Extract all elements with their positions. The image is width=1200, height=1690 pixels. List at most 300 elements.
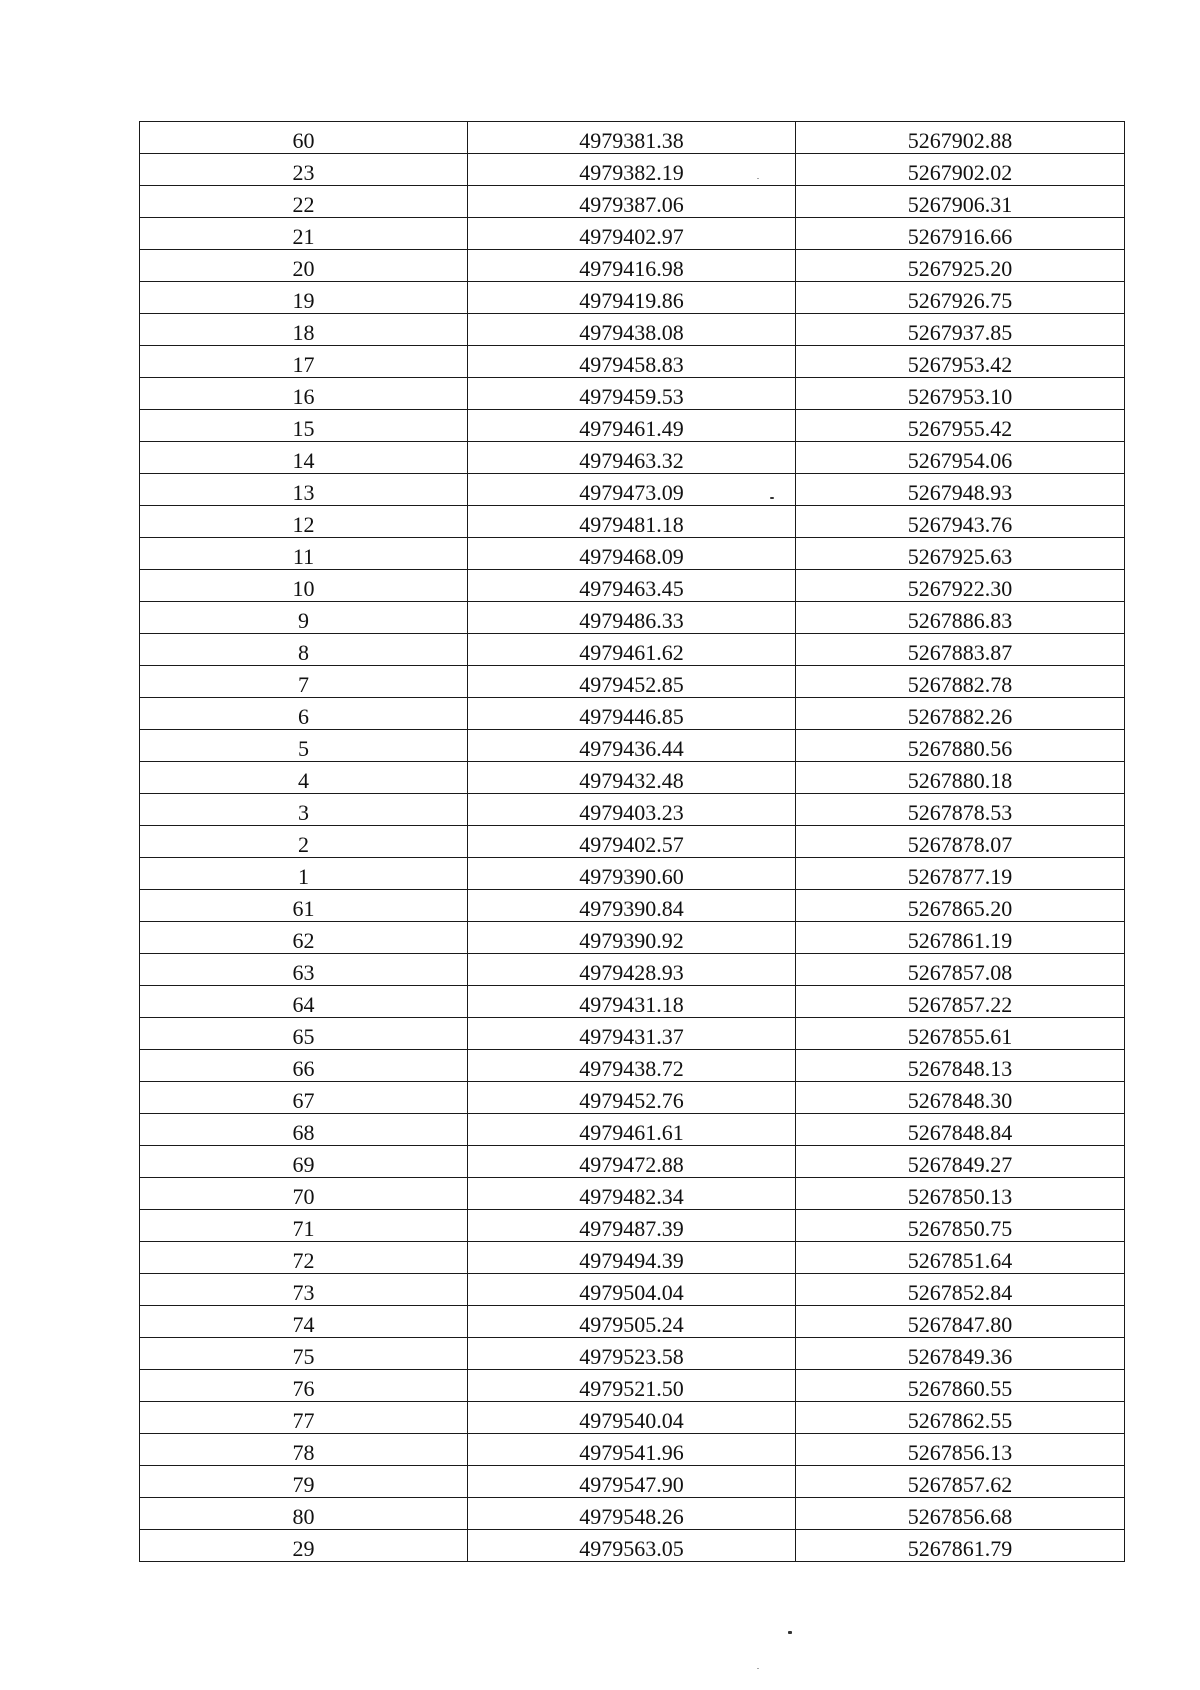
y-coordinate-cell — [796, 794, 1125, 826]
x-coordinate-cell — [468, 314, 796, 346]
x-coordinate-cell — [468, 1146, 796, 1178]
point-number-cell — [140, 858, 468, 890]
y-coordinate-cell — [796, 826, 1125, 858]
y-coordinate-cell — [796, 602, 1125, 634]
y-coordinate-value: 5267916.66 — [907, 224, 1013, 249]
point-number-value: 11 — [292, 544, 315, 569]
x-coordinate-value: 4979402.97 — [579, 224, 684, 249]
x-coordinate-cell — [468, 1498, 796, 1530]
table-row — [140, 1114, 1125, 1146]
y-coordinate-cell — [796, 1274, 1125, 1306]
y-coordinate-value: 5267849.36 — [907, 1344, 1013, 1369]
x-coordinate-cell — [468, 570, 796, 602]
x-coordinate-value: 4979547.90 — [579, 1472, 684, 1497]
x-coordinate-value: 4979505.24 — [579, 1312, 684, 1337]
point-number-cell — [140, 1018, 468, 1050]
x-coordinate-value: 4979419.86 — [579, 288, 684, 313]
y-coordinate-cell — [796, 1114, 1125, 1146]
y-coordinate-value: 5267850.75 — [907, 1216, 1013, 1241]
x-coordinate-cell — [468, 1338, 796, 1370]
table-row — [140, 506, 1125, 538]
point-number-cell — [140, 1370, 468, 1402]
coordinates-table — [139, 121, 1125, 1562]
point-number-value: 16 — [292, 384, 315, 409]
point-number-cell — [140, 666, 468, 698]
point-number-value: 77 — [292, 1408, 315, 1433]
point-number-cell — [140, 218, 468, 250]
point-number-value: 4 — [298, 768, 309, 793]
x-coordinate-cell — [468, 730, 796, 762]
table-row — [140, 858, 1125, 890]
table-row — [140, 1338, 1125, 1370]
table-row — [140, 570, 1125, 602]
point-number-value: 67 — [292, 1088, 315, 1113]
x-coordinate-cell — [468, 890, 796, 922]
x-coordinate-value: 4979473.09 — [579, 480, 684, 505]
table-row — [140, 1370, 1125, 1402]
x-coordinate-value: 4979463.45 — [579, 576, 684, 601]
point-number-value: 23 — [292, 160, 315, 185]
point-number-cell — [140, 346, 468, 378]
x-coordinate-value: 4979523.58 — [579, 1344, 684, 1369]
scan-speck — [757, 1668, 759, 1669]
y-coordinate-cell — [796, 1370, 1125, 1402]
y-coordinate-value: 5267902.88 — [907, 128, 1013, 153]
x-coordinate-cell — [468, 506, 796, 538]
point-number-value: 69 — [292, 1152, 315, 1177]
x-coordinate-cell — [468, 1114, 796, 1146]
y-coordinate-value: 5267848.13 — [907, 1056, 1013, 1081]
x-coordinate-cell — [468, 826, 796, 858]
y-coordinate-value: 5267954.06 — [907, 448, 1013, 473]
point-number-value: 71 — [292, 1216, 315, 1241]
point-number-cell — [140, 762, 468, 794]
x-coordinate-value: 4979482.34 — [579, 1184, 684, 1209]
table-row — [140, 1210, 1125, 1242]
y-coordinate-value: 5267856.68 — [907, 1504, 1013, 1529]
point-number-cell — [140, 442, 468, 474]
y-coordinate-cell — [796, 122, 1125, 154]
point-number-cell — [140, 826, 468, 858]
point-number-value: 12 — [292, 512, 315, 537]
y-coordinate-value: 5267856.13 — [907, 1440, 1013, 1465]
table-row — [140, 762, 1125, 794]
point-number-cell — [140, 570, 468, 602]
point-number-value: 15 — [292, 416, 315, 441]
y-coordinate-value: 5267860.55 — [907, 1376, 1013, 1401]
table-row — [140, 314, 1125, 346]
x-coordinate-value: 4979521.50 — [579, 1376, 684, 1401]
scan-speck — [788, 1631, 792, 1634]
x-coordinate-value: 4979438.08 — [579, 320, 684, 345]
y-coordinate-value: 5267857.22 — [907, 992, 1013, 1017]
y-coordinate-value: 5267852.84 — [907, 1280, 1013, 1305]
point-number-cell — [140, 506, 468, 538]
x-coordinate-cell — [468, 1082, 796, 1114]
point-number-cell — [140, 634, 468, 666]
x-coordinate-value: 4979548.26 — [579, 1504, 684, 1529]
x-coordinate-cell — [468, 282, 796, 314]
point-number-cell — [140, 1402, 468, 1434]
y-coordinate-cell — [796, 1338, 1125, 1370]
x-coordinate-value: 4979452.76 — [579, 1088, 684, 1113]
point-number-cell — [140, 474, 468, 506]
x-coordinate-value: 4979461.61 — [579, 1120, 684, 1145]
point-number-value: 14 — [292, 448, 315, 473]
table-row — [140, 602, 1125, 634]
table-row — [140, 1178, 1125, 1210]
y-coordinate-value: 5267857.62 — [907, 1472, 1013, 1497]
y-coordinate-value: 5267857.08 — [907, 960, 1013, 985]
point-number-cell — [140, 1242, 468, 1274]
point-number-cell — [140, 1050, 468, 1082]
x-coordinate-cell — [468, 1434, 796, 1466]
scan-speck — [757, 178, 759, 179]
x-coordinate-value: 4979390.92 — [579, 928, 684, 953]
y-coordinate-value: 5267848.84 — [907, 1120, 1013, 1145]
x-coordinate-value: 4979403.23 — [579, 800, 684, 825]
table-row — [140, 218, 1125, 250]
point-number-value: 79 — [292, 1472, 315, 1497]
y-coordinate-value: 5267882.78 — [907, 672, 1013, 697]
point-number-cell — [140, 730, 468, 762]
x-coordinate-cell — [468, 474, 796, 506]
x-coordinate-cell — [468, 1050, 796, 1082]
table-row — [140, 954, 1125, 986]
point-number-cell — [140, 1146, 468, 1178]
y-coordinate-cell — [796, 698, 1125, 730]
x-coordinate-value: 4979402.57 — [579, 832, 684, 857]
point-number-cell — [140, 250, 468, 282]
point-number-value: 18 — [292, 320, 315, 345]
y-coordinate-value: 5267882.26 — [907, 704, 1013, 729]
x-coordinate-value: 4979438.72 — [579, 1056, 684, 1081]
x-coordinate-value: 4979472.88 — [579, 1152, 684, 1177]
point-number-value: 78 — [292, 1440, 315, 1465]
table-row — [140, 1466, 1125, 1498]
x-coordinate-cell — [468, 1178, 796, 1210]
x-coordinate-value: 4979504.04 — [579, 1280, 684, 1305]
table-row — [140, 890, 1125, 922]
point-number-cell — [140, 282, 468, 314]
y-coordinate-value: 5267878.53 — [907, 800, 1013, 825]
y-coordinate-cell — [796, 666, 1125, 698]
x-coordinate-value: 4979381.38 — [579, 128, 684, 153]
point-number-value: 9 — [298, 608, 309, 633]
point-number-value: 13 — [292, 480, 315, 505]
x-coordinate-value: 4979431.18 — [579, 992, 684, 1017]
y-coordinate-cell — [796, 282, 1125, 314]
y-coordinate-cell — [796, 570, 1125, 602]
x-coordinate-value: 4979390.60 — [579, 864, 684, 889]
y-coordinate-cell — [796, 954, 1125, 986]
table-row — [140, 346, 1125, 378]
x-coordinate-value: 4979459.53 — [579, 384, 684, 409]
y-coordinate-cell — [796, 858, 1125, 890]
y-coordinate-cell — [796, 154, 1125, 186]
point-number-value: 20 — [292, 256, 315, 281]
x-coordinate-cell — [468, 1274, 796, 1306]
y-coordinate-cell — [796, 314, 1125, 346]
table-row — [140, 1082, 1125, 1114]
y-coordinate-value: 5267849.27 — [907, 1152, 1013, 1177]
x-coordinate-cell — [468, 634, 796, 666]
x-coordinate-cell — [468, 1466, 796, 1498]
y-coordinate-value: 5267955.42 — [907, 416, 1013, 441]
table-row — [140, 1498, 1125, 1530]
x-coordinate-cell — [468, 986, 796, 1018]
table-row — [140, 474, 1125, 506]
y-coordinate-cell — [796, 474, 1125, 506]
point-number-value: 80 — [292, 1504, 315, 1529]
y-coordinate-cell — [796, 346, 1125, 378]
x-coordinate-cell — [468, 1370, 796, 1402]
x-coordinate-cell — [468, 698, 796, 730]
point-number-cell — [140, 890, 468, 922]
y-coordinate-value: 5267847.80 — [907, 1312, 1013, 1337]
point-number-value: 5 — [298, 736, 309, 761]
y-coordinate-cell — [796, 378, 1125, 410]
point-number-cell — [140, 1274, 468, 1306]
point-number-cell — [140, 1178, 468, 1210]
x-coordinate-cell — [468, 954, 796, 986]
point-number-cell — [140, 378, 468, 410]
point-number-value: 6 — [298, 704, 309, 729]
point-number-value: 68 — [292, 1120, 315, 1145]
table-row — [140, 698, 1125, 730]
x-coordinate-cell — [468, 218, 796, 250]
y-coordinate-cell — [796, 1530, 1125, 1562]
point-number-cell — [140, 1498, 468, 1530]
table-row — [140, 1274, 1125, 1306]
x-coordinate-value: 4979390.84 — [579, 896, 684, 921]
y-coordinate-cell — [796, 1210, 1125, 1242]
table-row — [140, 1530, 1125, 1562]
point-number-cell — [140, 154, 468, 186]
table-row — [140, 1434, 1125, 1466]
x-coordinate-cell — [468, 922, 796, 954]
y-coordinate-value: 5267861.79 — [907, 1536, 1013, 1561]
table-row — [140, 250, 1125, 282]
y-coordinate-value: 5267953.10 — [907, 384, 1013, 409]
point-number-value: 65 — [292, 1024, 315, 1049]
table-row — [140, 282, 1125, 314]
x-coordinate-value: 4979458.83 — [579, 352, 684, 377]
x-coordinate-value: 4979563.05 — [579, 1536, 684, 1561]
y-coordinate-cell — [796, 1434, 1125, 1466]
y-coordinate-cell — [796, 730, 1125, 762]
x-coordinate-cell — [468, 1242, 796, 1274]
point-number-value: 64 — [292, 992, 315, 1017]
y-coordinate-cell — [796, 1018, 1125, 1050]
table-row — [140, 1146, 1125, 1178]
y-coordinate-cell — [796, 1050, 1125, 1082]
table-row — [140, 826, 1125, 858]
y-coordinate-value: 5267862.55 — [907, 1408, 1013, 1433]
coordinates-table-body — [140, 122, 1125, 1562]
point-number-value: 3 — [298, 800, 309, 825]
table-row — [140, 1306, 1125, 1338]
x-coordinate-value: 4979428.93 — [579, 960, 684, 985]
scan-speck — [770, 497, 774, 499]
point-number-value: 8 — [298, 640, 309, 665]
y-coordinate-value: 5267851.64 — [907, 1248, 1013, 1273]
y-coordinate-cell — [796, 218, 1125, 250]
point-number-cell — [140, 1210, 468, 1242]
y-coordinate-value: 5267906.31 — [907, 192, 1013, 217]
point-number-value: 70 — [292, 1184, 315, 1209]
y-coordinate-cell — [796, 1146, 1125, 1178]
table-row — [140, 730, 1125, 762]
y-coordinate-value: 5267886.83 — [907, 608, 1013, 633]
point-number-cell — [140, 1082, 468, 1114]
x-coordinate-value: 4979541.96 — [579, 1440, 684, 1465]
point-number-value: 66 — [292, 1056, 315, 1081]
x-coordinate-value: 4979461.49 — [579, 416, 684, 441]
y-coordinate-cell — [796, 538, 1125, 570]
y-coordinate-value: 5267902.02 — [907, 160, 1013, 185]
point-number-cell — [140, 1306, 468, 1338]
x-coordinate-value: 4979481.18 — [579, 512, 684, 537]
y-coordinate-value: 5267883.87 — [907, 640, 1013, 665]
y-coordinate-cell — [796, 410, 1125, 442]
table-row — [140, 378, 1125, 410]
table-row — [140, 410, 1125, 442]
x-coordinate-value: 4979436.44 — [579, 736, 684, 761]
x-coordinate-value: 4979468.09 — [579, 544, 684, 569]
x-coordinate-value: 4979452.85 — [579, 672, 684, 697]
point-number-cell — [140, 698, 468, 730]
table-row — [140, 122, 1125, 154]
x-coordinate-cell — [468, 1018, 796, 1050]
point-number-value: 1 — [298, 864, 309, 889]
x-coordinate-value: 4979463.32 — [579, 448, 684, 473]
x-coordinate-value: 4979416.98 — [579, 256, 684, 281]
point-number-cell — [140, 1338, 468, 1370]
x-coordinate-value: 4979432.48 — [579, 768, 684, 793]
x-coordinate-cell — [468, 186, 796, 218]
x-coordinate-cell — [468, 122, 796, 154]
table-row — [140, 666, 1125, 698]
y-coordinate-cell — [796, 1466, 1125, 1498]
y-coordinate-value: 5267850.13 — [907, 1184, 1013, 1209]
point-number-value: 74 — [292, 1312, 315, 1337]
y-coordinate-cell — [796, 634, 1125, 666]
x-coordinate-cell — [468, 1402, 796, 1434]
point-number-cell — [140, 922, 468, 954]
table-row — [140, 922, 1125, 954]
y-coordinate-cell — [796, 986, 1125, 1018]
point-number-value: 19 — [292, 288, 315, 313]
x-coordinate-cell — [468, 410, 796, 442]
y-coordinate-value: 5267926.75 — [907, 288, 1013, 313]
point-number-cell — [140, 538, 468, 570]
x-coordinate-value: 4979431.37 — [579, 1024, 684, 1049]
table-row — [140, 1018, 1125, 1050]
point-number-value: 61 — [292, 896, 315, 921]
x-coordinate-cell — [468, 1210, 796, 1242]
table-row — [140, 986, 1125, 1018]
table-row — [140, 154, 1125, 186]
point-number-cell — [140, 986, 468, 1018]
y-coordinate-value: 5267877.19 — [907, 864, 1013, 889]
table-row — [140, 1050, 1125, 1082]
y-coordinate-value: 5267925.63 — [907, 544, 1013, 569]
table-row — [140, 794, 1125, 826]
y-coordinate-value: 5267922.30 — [907, 576, 1013, 601]
y-coordinate-cell — [796, 186, 1125, 218]
y-coordinate-cell — [796, 1082, 1125, 1114]
point-number-cell — [140, 410, 468, 442]
y-coordinate-value: 5267953.42 — [907, 352, 1013, 377]
point-number-cell — [140, 122, 468, 154]
y-coordinate-cell — [796, 922, 1125, 954]
point-number-value: 73 — [292, 1280, 315, 1305]
x-coordinate-cell — [468, 442, 796, 474]
y-coordinate-cell — [796, 506, 1125, 538]
y-coordinate-value: 5267861.19 — [907, 928, 1013, 953]
y-coordinate-value: 5267880.56 — [907, 736, 1013, 761]
point-number-value: 22 — [292, 192, 315, 217]
x-coordinate-value: 4979494.39 — [579, 1248, 684, 1273]
x-coordinate-cell — [468, 538, 796, 570]
y-coordinate-cell — [796, 890, 1125, 922]
x-coordinate-cell — [468, 1306, 796, 1338]
point-number-value: 21 — [292, 224, 315, 249]
y-coordinate-value: 5267855.61 — [907, 1024, 1013, 1049]
y-coordinate-value: 5267937.85 — [907, 320, 1013, 345]
x-coordinate-value: 4979486.33 — [579, 608, 684, 633]
table-row — [140, 442, 1125, 474]
x-coordinate-value: 4979387.06 — [579, 192, 684, 217]
table-row — [140, 186, 1125, 218]
point-number-value: 10 — [292, 576, 315, 601]
x-coordinate-cell — [468, 378, 796, 410]
x-coordinate-value: 4979461.62 — [579, 640, 684, 665]
point-number-cell — [140, 1530, 468, 1562]
x-coordinate-value: 4979382.19 — [579, 160, 684, 185]
point-number-value: 76 — [292, 1376, 315, 1401]
point-number-cell — [140, 1466, 468, 1498]
point-number-cell — [140, 602, 468, 634]
y-coordinate-cell — [796, 442, 1125, 474]
x-coordinate-value: 4979540.04 — [579, 1408, 684, 1433]
x-coordinate-cell — [468, 858, 796, 890]
point-number-value: 63 — [292, 960, 315, 985]
table-row — [140, 538, 1125, 570]
x-coordinate-value: 4979487.39 — [579, 1216, 684, 1241]
y-coordinate-value: 5267880.18 — [907, 768, 1013, 793]
point-number-cell — [140, 314, 468, 346]
point-number-cell — [140, 1434, 468, 1466]
y-coordinate-cell — [796, 1402, 1125, 1434]
point-number-cell — [140, 1114, 468, 1146]
y-coordinate-value: 5267848.30 — [907, 1088, 1013, 1113]
y-coordinate-cell — [796, 1242, 1125, 1274]
point-number-value: 17 — [292, 352, 315, 377]
y-coordinate-value: 5267878.07 — [907, 832, 1013, 857]
point-number-value: 60 — [292, 128, 315, 153]
table-row — [140, 634, 1125, 666]
y-coordinate-cell — [796, 1306, 1125, 1338]
point-number-value: 62 — [292, 928, 315, 953]
point-number-value: 75 — [292, 1344, 315, 1369]
x-coordinate-cell — [468, 794, 796, 826]
y-coordinate-value: 5267948.93 — [907, 480, 1013, 505]
point-number-cell — [140, 186, 468, 218]
x-coordinate-cell — [468, 346, 796, 378]
y-coordinate-cell — [796, 762, 1125, 794]
